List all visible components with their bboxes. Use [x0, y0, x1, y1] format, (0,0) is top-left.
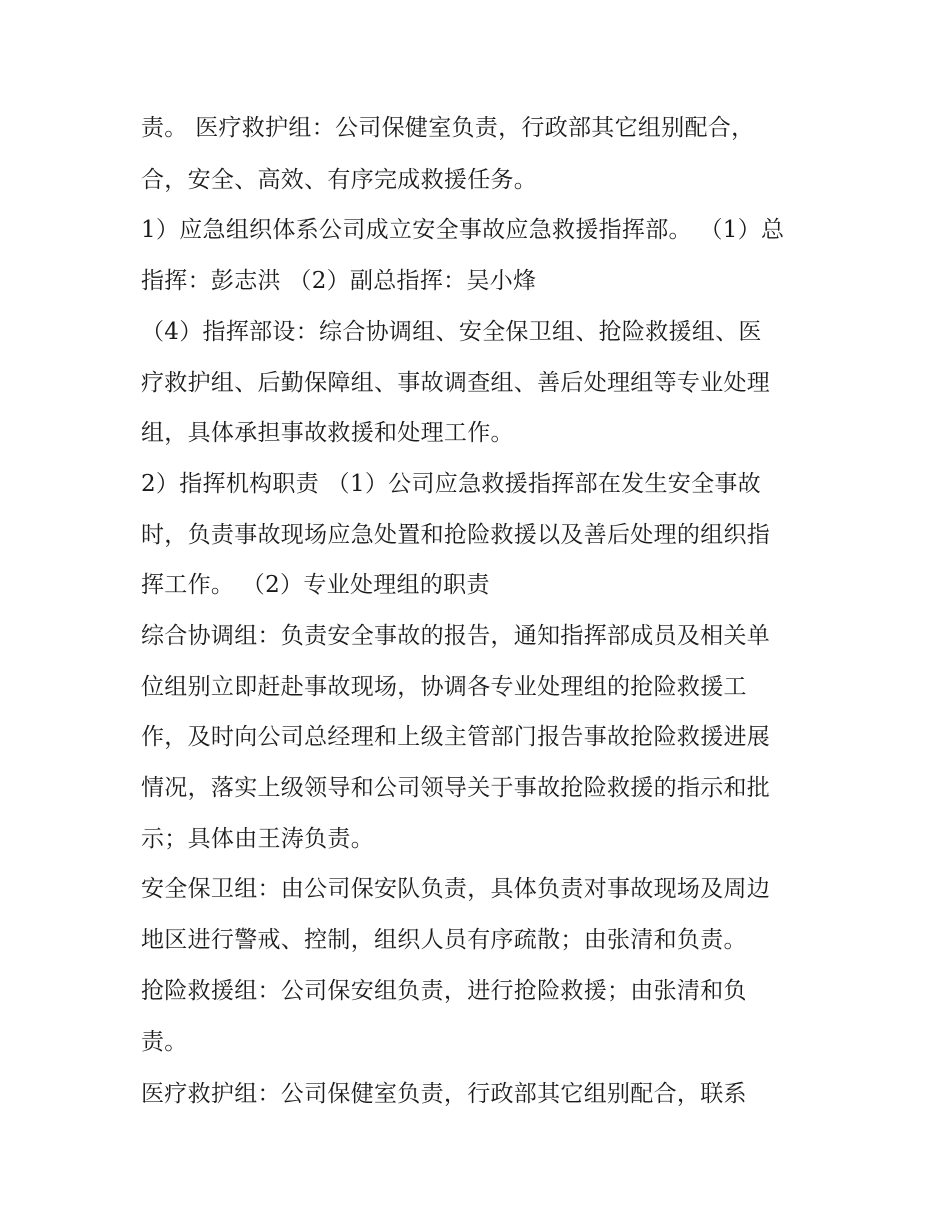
- text-line: 时，负责事故现场应急处置和抢险救援以及善后处理的组织指: [141, 522, 771, 548]
- text-line: （4）指挥部设：综合协调组、安全保卫组、抢险救援组、医: [141, 319, 762, 345]
- text-line: 综合协调组：负责安全事故的报告，通知指挥部成员及相关单: [141, 623, 771, 649]
- text-line: 地区进行警戒、控制，组织人员有序疏散；由张清和负责。: [141, 927, 747, 953]
- text-line: 1）应急组织体系公司成立安全事故应急救援指挥部。 （1）总: [141, 217, 785, 243]
- text-line: 医疗救护组：公司保健室负责，行政部其它组别配合，联系: [141, 1081, 747, 1107]
- text-line: 责。 医疗救护组：公司保健室负责，行政部其它组别配合，: [141, 115, 755, 141]
- text-line: 安全保卫组：由公司保安队负责，具体负责对事故现场及周边: [141, 876, 771, 902]
- text-line: 示；具体由王涛负责。: [141, 826, 374, 852]
- text-line: 挥工作。 （2）专业处理组的职责: [141, 572, 490, 598]
- text-line: 2）指挥机构职责 （1）公司应急救援指挥部在发生安全事故: [141, 471, 761, 497]
- text-line: 位组别立即赶赴事故现场，协调各专业处理组的抢险救援工: [141, 674, 747, 700]
- text-line: 抢险救援组：公司保安组负责，进行抢险救援；由张清和负: [141, 978, 747, 1004]
- text-line: 疗救护组、后勤保障组、事故调查组、善后处理组等专业处理: [141, 370, 771, 396]
- text-line: 组，具体承担事故救援和处理工作。: [141, 420, 514, 446]
- text-line: 情况，落实上级领导和公司领导关于事故抢险救援的指示和批: [141, 775, 771, 801]
- text-line: 合，安全、高效、有序完成救援任务。: [141, 167, 538, 193]
- text-line: 作，及时向公司总经理和上级主管部门报告事故抢险救援进展: [141, 724, 771, 750]
- text-line: 责。: [141, 1029, 188, 1055]
- text-line: 指挥：彭志洪 （2）副总指挥：吴小烽: [141, 268, 537, 294]
